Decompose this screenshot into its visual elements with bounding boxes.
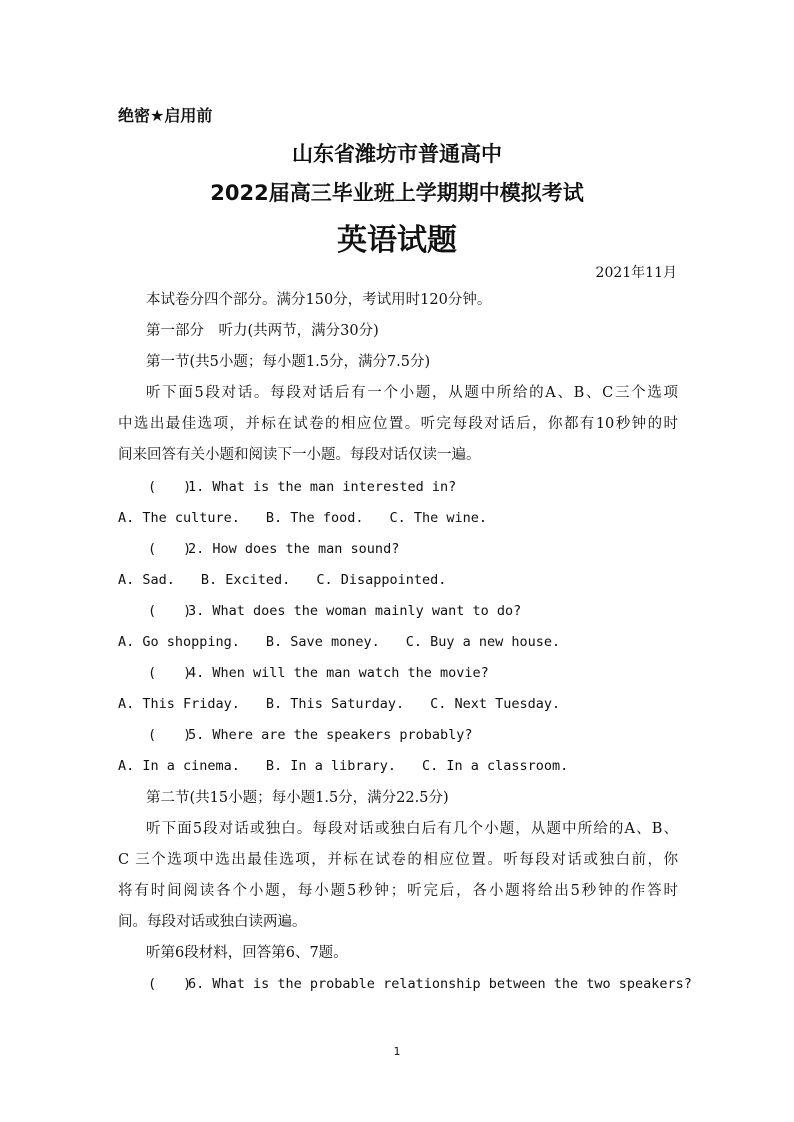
question-stem: 2. How does the man sound? (188, 540, 400, 557)
section2-instructions-line: C 三个选项中选出最佳选项，并标在试卷的相应位置。听每段对话或独白前，你 (118, 851, 678, 868)
exam-date: 2021年11月 (595, 265, 677, 281)
answer-blank[interactable]: ( ) (148, 602, 192, 619)
option-c: C. Buy a new house. (405, 634, 561, 651)
exam-body (118, 289, 692, 1004)
option-c: C. In a classroom. (421, 758, 569, 775)
answer-blank[interactable]: ( ) (148, 478, 192, 495)
answer-blank[interactable]: ( ) (148, 665, 192, 682)
option-b: B. Save money. (265, 634, 380, 651)
part1-heading: 第一部分 听力(共两节，满分30分) (146, 323, 379, 340)
confidential-label: 绝密★启用前 (118, 106, 213, 125)
question-stem: 4. When will the man watch the movie? (188, 665, 489, 682)
section2-instructions-line: 听下面5段对话或独白。每段对话或独白后有几个小题，从题中所给的A、B、 (146, 820, 678, 837)
section2-instructions-line: 将有时间阅读各个小题，每小题5秒钟；听完后，各小题将给出5秒钟的作答时 (118, 882, 678, 899)
question-4-options (118, 693, 678, 724)
option-a: A. Sad. (118, 571, 175, 588)
option-a: A. The culture. (118, 509, 240, 526)
section1-instructions-line: 听下面5段对话。每段对话后有一个小题，从题中所给的A、B、C三个选项 (146, 385, 678, 402)
exam-title-region: 山东省潍坊市普通高中 (292, 142, 502, 166)
option-b: B. This Saturday. (265, 696, 405, 713)
option-a: A. Go shopping. (118, 634, 240, 651)
answer-blank[interactable]: ( ) (148, 976, 192, 993)
section1-instructions-line: 中选出最佳选项，并标在试卷的相应位置。听完每段对话后，你都有10秒钟的时 (118, 416, 678, 433)
exam-title-exam: 2022届高三毕业班上学期期中模拟考试 (210, 181, 584, 205)
question-6 (118, 973, 692, 1004)
section1-instructions-line: 间来回答有关小题和阅读下一小题。每段对话仅读一遍。 (118, 447, 481, 464)
answer-blank[interactable]: ( ) (148, 540, 192, 557)
question-stem: 1. What is the man interested in? (188, 478, 457, 495)
question-1 (118, 476, 678, 507)
question-stem: 6. What is the probable relationship between the two speakers? (188, 976, 692, 993)
section1-heading: 第一节(共5小题；每小题1.5分，满分7.5分) (146, 354, 431, 371)
material-note: 听第6段材料，回答第6、7题。 (146, 944, 348, 961)
question-stem: 3. What does the woman mainly want to do? (188, 602, 522, 619)
option-b: B. In a library. (265, 758, 396, 775)
answer-blank[interactable]: ( ) (148, 727, 192, 744)
question-2 (118, 538, 678, 569)
intro-text: 本试卷分四个部分。满分150分，考试用时120分钟。 (146, 292, 492, 308)
option-b: B. The food. (265, 509, 364, 526)
exam-title-subject: 英语试题 (337, 223, 457, 258)
option-c: C. Next Tuesday. (430, 696, 561, 713)
question-2-options (118, 569, 678, 600)
option-c: C. The wine. (389, 509, 488, 526)
question-1-options (118, 507, 678, 538)
option-a: A. This Friday. (118, 696, 240, 713)
option-c: C. Disappointed. (316, 571, 447, 588)
question-5-options (118, 755, 678, 786)
section2-instructions-line: 间。每段对话或独白读两遍。 (118, 913, 307, 930)
option-b: B. Excited. (200, 571, 291, 588)
question-3 (118, 600, 678, 631)
question-4 (118, 662, 678, 693)
question-5 (118, 724, 678, 755)
question-3-options (118, 631, 678, 662)
section2-heading: 第二节(共15小题；每小题1.5分，满分22.5分) (146, 789, 449, 806)
question-stem: 5. Where are the speakers probably? (188, 727, 473, 744)
option-a: A. In a cinema. (118, 758, 240, 775)
page-number: 1 (393, 1045, 401, 1058)
